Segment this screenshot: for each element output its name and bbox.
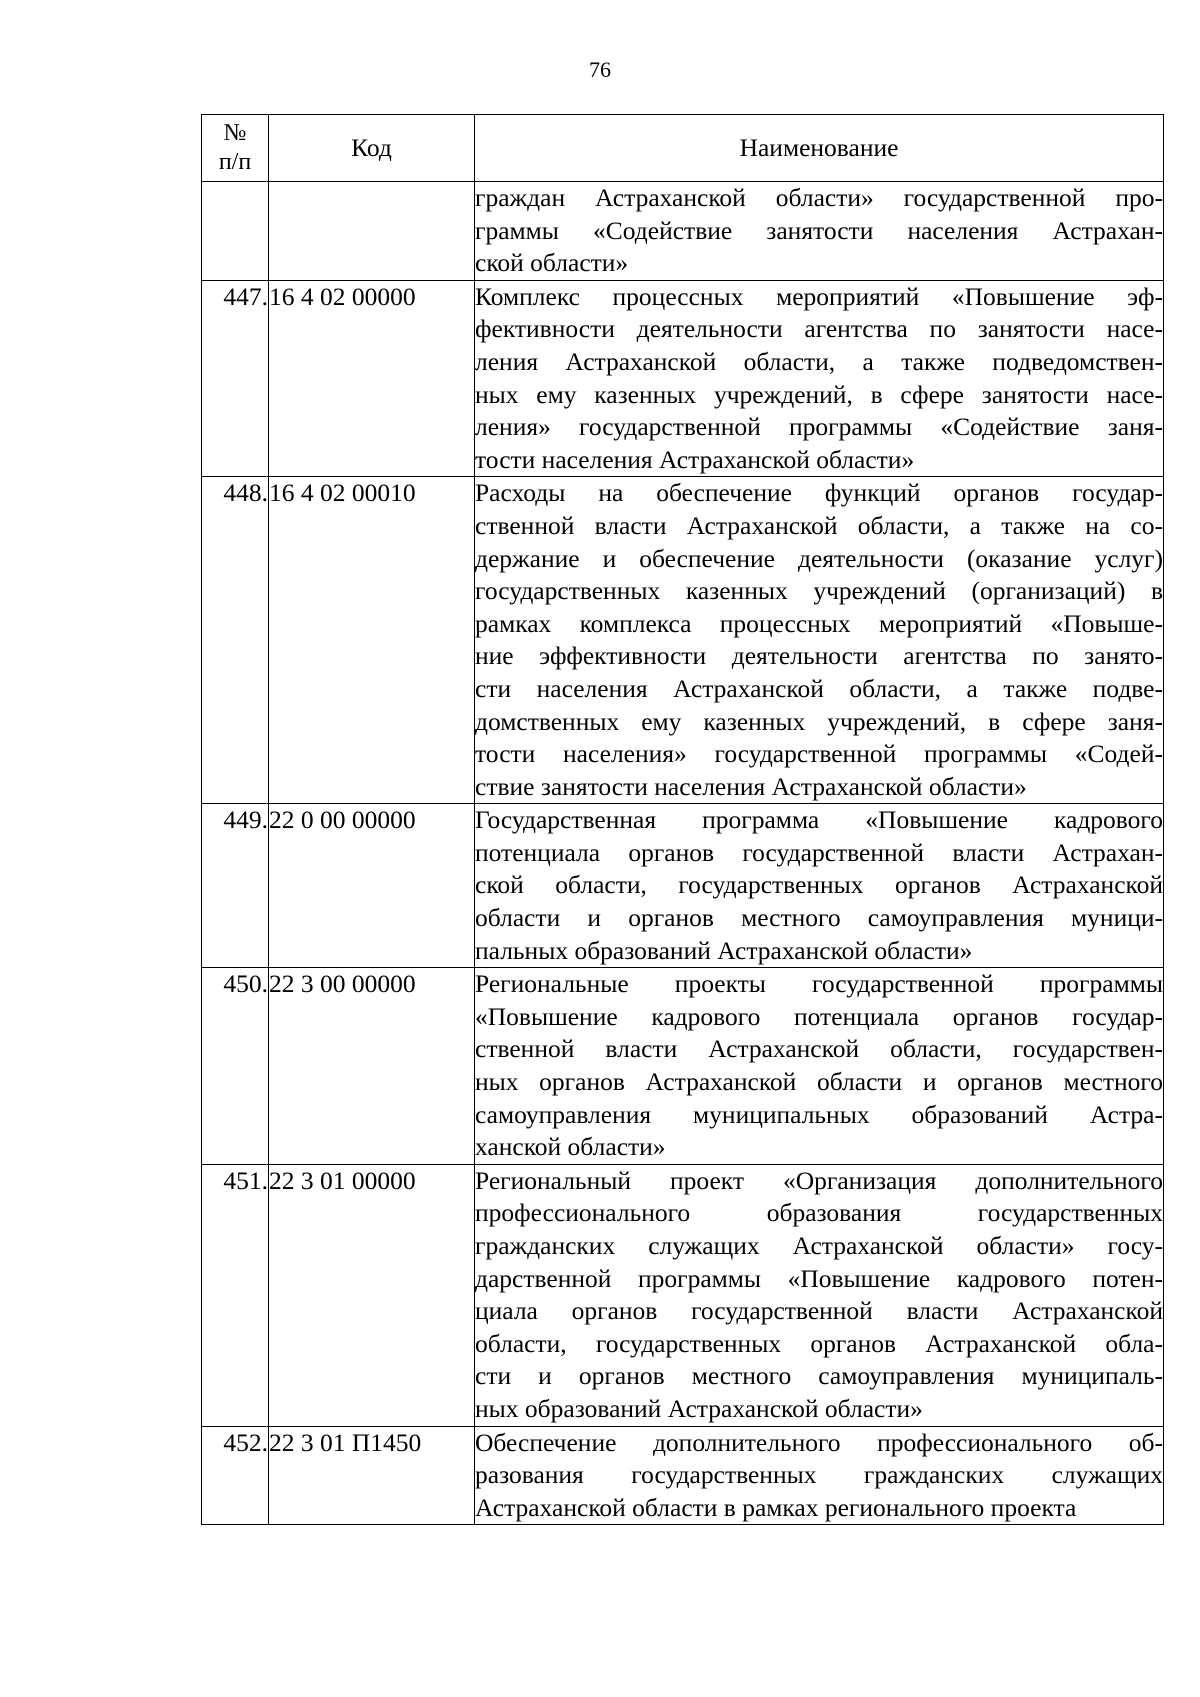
table-body — [202, 182, 1164, 1525]
row-name-line: тости населения Астраханской области» — [475, 444, 915, 474]
header-name: Наименование — [475, 115, 1164, 182]
table-header-row — [202, 115, 1164, 182]
row-name-line: сти и органов местного самоуправления муниципаль- — [475, 1361, 1163, 1391]
row-number: 451. — [202, 1164, 269, 1426]
row-name-line: ственной власти Астраханской области, государствен- — [475, 1034, 1163, 1064]
row-name-line: самоуправления муниципальных образований Астра- — [475, 1099, 1163, 1129]
header-number — [202, 115, 269, 182]
row-number: 448. — [202, 477, 269, 804]
table-row — [202, 968, 1164, 1165]
table-row — [202, 477, 1164, 804]
row-name-line: домственных ему казенных учреждений, в сфере заня- — [475, 706, 1163, 736]
row-name-line: держание и обеспечение деятельности (оказание услуг) — [475, 543, 1163, 573]
row-name-line: потенциала органов государственной власти Астрахан- — [475, 837, 1163, 867]
row-number: 452. — [202, 1426, 269, 1525]
row-name-line: дарственной программы «Повышение кадрового потен- — [475, 1263, 1163, 1293]
row-name-line: ственной власти Астраханской области, а также на со- — [475, 510, 1163, 540]
row-name-line: тости населения» государственной программы «Содей- — [475, 739, 1163, 769]
row-name-line: Расходы на обеспечение функций органов государ- — [475, 478, 1163, 508]
row-name-line: гражданских служащих Астраханской области» госу- — [475, 1231, 1163, 1260]
table-row — [202, 1426, 1164, 1525]
row-name — [475, 804, 1164, 968]
row-name — [475, 1426, 1164, 1525]
row-number: 449. — [202, 804, 269, 968]
row-name-line: фективности деятельности агентства по занятости насе- — [475, 314, 1163, 344]
header-number-symbol: № — [223, 120, 247, 146]
header-code: Код — [269, 115, 475, 182]
row-number: 450. — [202, 968, 269, 1165]
table-row — [202, 182, 1164, 281]
row-name-line: ние эффективности деятельности агентства по занято- — [475, 641, 1163, 671]
table-row — [202, 1164, 1164, 1426]
row-name-line: ления Астраханской области, а также подведомствен- — [475, 346, 1163, 376]
row-name-line: Государственная программа «Повышение кадрового — [475, 805, 1163, 835]
page-number: 76 — [589, 57, 611, 82]
row-number — [202, 182, 269, 281]
row-code: 22 3 01 П1450 — [269, 1426, 475, 1525]
row-name-line: Комплекс процессных мероприятий «Повышение эф- — [475, 281, 1163, 311]
row-number: 447. — [202, 280, 269, 477]
row-name — [475, 477, 1164, 804]
row-code — [269, 182, 475, 281]
row-name-line: области и органов местного самоуправления муници- — [475, 903, 1163, 933]
row-name-line: Региональные проекты государственной программы — [475, 969, 1163, 999]
row-name-line: граммы «Содействие занятости населения Астрахан- — [475, 215, 1163, 245]
row-name-line: ханской области» — [475, 1132, 666, 1162]
row-name-line: ных ему казенных учреждений, в сфере занятости насе- — [475, 379, 1163, 409]
row-code: 22 3 00 00000 — [269, 968, 475, 1165]
header-number-abbr: п/п — [218, 149, 252, 175]
row-code: 16 4 02 00010 — [269, 477, 475, 804]
row-name — [475, 1164, 1164, 1426]
row-name-line: Региональный проект «Организация дополнительного — [475, 1165, 1163, 1195]
row-name-line: области, государственных органов Астраханской обла- — [475, 1328, 1163, 1358]
row-name-line: циала органов государственной власти Астраханской — [475, 1296, 1163, 1326]
table-row — [202, 280, 1164, 477]
row-name-line: сти населения Астраханской области, а также подве- — [475, 673, 1163, 703]
row-name-line: пальных образований Астраханской области» — [475, 935, 973, 965]
budget-classification-table — [201, 114, 1164, 1525]
row-code: 16 4 02 00000 — [269, 280, 475, 477]
row-name-line: Астраханской области в рамках регионального проекта — [475, 1492, 1077, 1522]
row-name-line: Обеспечение дополнительного профессионального об- — [475, 1427, 1163, 1457]
row-name-line: разования государственных гражданских служащих — [475, 1460, 1163, 1490]
row-name — [475, 968, 1164, 1165]
row-name-line: граждан Астраханской области» государственной про- — [475, 183, 1163, 212]
row-name — [475, 182, 1164, 281]
row-name-line: «Повышение кадрового потенциала органов государ- — [475, 1001, 1163, 1031]
row-name-line: профессионального образования государственных — [475, 1198, 1163, 1228]
row-code: 22 3 01 00000 — [269, 1164, 475, 1426]
row-name-line: рамках комплекса процессных мероприятий «Повыше- — [475, 608, 1163, 638]
row-name-line: государственных казенных учреждений (организаций) в — [475, 576, 1163, 606]
row-name-line: ления» государственной программы «Содействие заня- — [475, 412, 1163, 442]
row-name-line: ных образований Астраханской области» — [475, 1393, 923, 1423]
table-row — [202, 804, 1164, 968]
row-name-line: ных органов Астраханской области и органов местного — [475, 1067, 1163, 1097]
row-name-line: ской области» — [475, 248, 629, 278]
row-name-line: ствие занятости населения Астраханской области» — [475, 771, 1027, 801]
row-code: 22 0 00 00000 — [269, 804, 475, 968]
row-name-line: ской области, государственных органов Астраханской — [475, 870, 1163, 900]
row-name — [475, 280, 1164, 477]
